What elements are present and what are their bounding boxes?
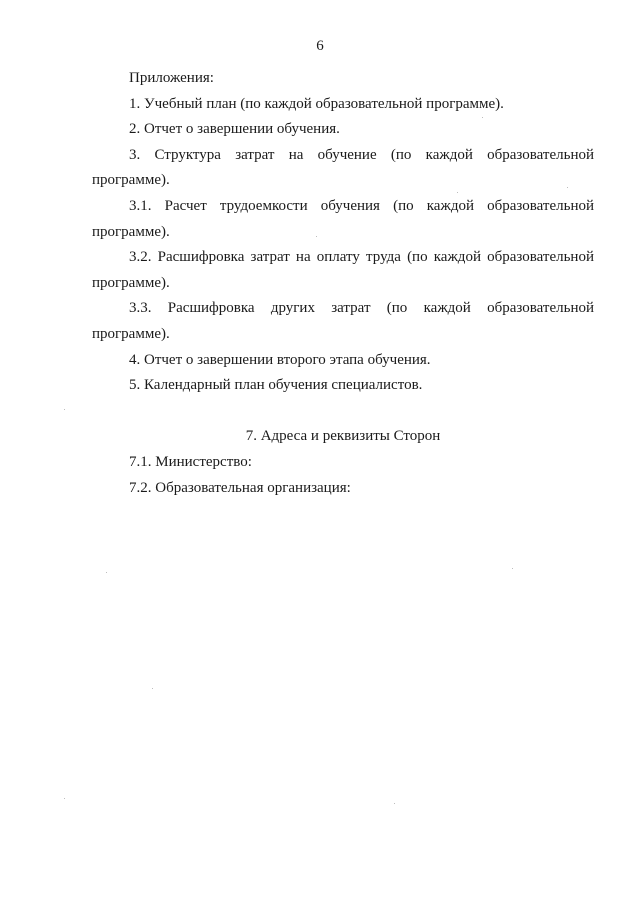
scan-speck bbox=[512, 568, 513, 569]
scan-speck bbox=[64, 798, 65, 799]
appendix-item-3-3-line-1: 3.3. Расшифровка других затрат (по каждой образовательной bbox=[129, 300, 594, 317]
appendix-item-5: 5. Календарный план обучения специалистов. bbox=[129, 377, 423, 394]
appendix-item-3-3 bbox=[92, 296, 594, 347]
appendix-item-3 bbox=[92, 143, 594, 194]
section-7-item-2: 7.2. Образовательная организация: bbox=[129, 479, 351, 496]
appendix-item-3-line-1: 3. Структура затрат на обучение (по каждой образовательной bbox=[129, 146, 594, 163]
scan-speck bbox=[457, 192, 458, 193]
scan-speck bbox=[316, 236, 317, 237]
scan-speck bbox=[106, 572, 107, 573]
appendix-item-3-2 bbox=[92, 245, 594, 296]
appendix-item-4: 4. Отчет о завершении второго этапа обучения. bbox=[129, 351, 431, 368]
appendix-item-3-1 bbox=[92, 194, 594, 245]
scan-speck bbox=[567, 187, 568, 188]
scan-speck bbox=[482, 117, 483, 118]
appendix-item-3-1-line-1: 3.1. Расчет трудоемкости обучения (по каждой образовательной bbox=[129, 197, 594, 214]
appendix-item-3-2-line-1: 3.2. Расшифровка затрат на оплату труда (по каждой образовательной bbox=[129, 249, 594, 266]
appendix-item-1: 1. Учебный план (по каждой образовательной программе). bbox=[129, 95, 504, 112]
scan-speck bbox=[152, 688, 153, 689]
scan-speck bbox=[394, 803, 395, 804]
appendices-heading: Приложения: bbox=[129, 70, 214, 86]
appendix-item-3-2-line-2: программе). bbox=[92, 274, 170, 291]
document-body bbox=[92, 66, 594, 501]
appendix-item-2: 2. Отчет о завершении обучения. bbox=[129, 121, 340, 138]
page-number: 6 bbox=[316, 38, 324, 54]
section-7-item-1: 7.1. Министерство: bbox=[129, 453, 252, 470]
appendix-item-3-3-line-2: программе). bbox=[92, 325, 170, 342]
scan-speck bbox=[64, 409, 65, 410]
section-7-title: 7. Адреса и реквизиты Сторон bbox=[245, 428, 441, 445]
appendix-item-3-1-line-2: программе). bbox=[92, 223, 170, 240]
appendix-item-3-line-2: программе). bbox=[92, 172, 170, 189]
